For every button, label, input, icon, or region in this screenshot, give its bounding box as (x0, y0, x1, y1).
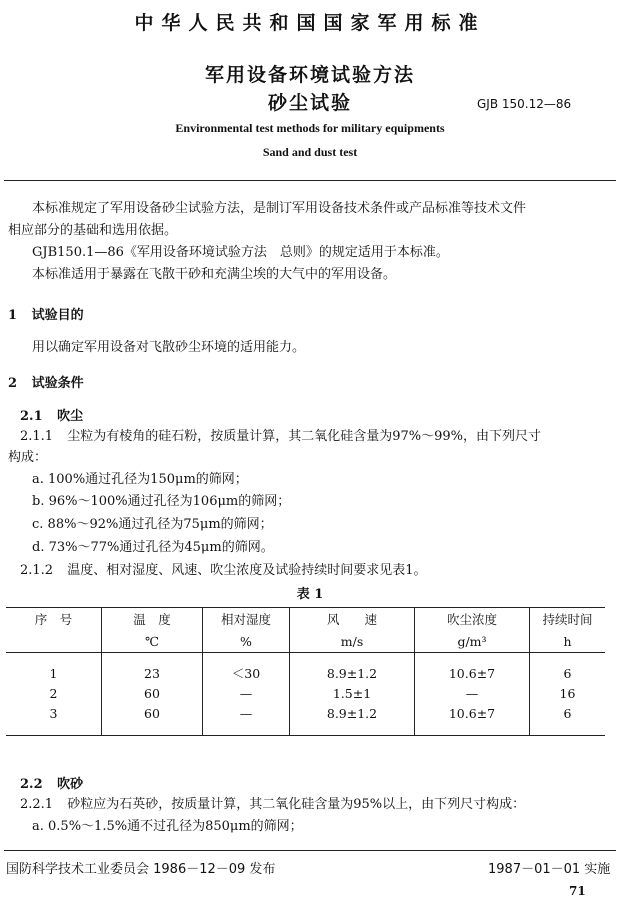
document-title: 军用设备环境试验方法 (204, 64, 415, 86)
intro-paragraph-1-line-2: 相应部分的基础和选用依据。 (8, 223, 178, 238)
sand-list-item: a. 0.5%～1.5%通不过孔径为850μm的筛网； (32, 819, 303, 834)
table-cell: 16 (530, 683, 606, 703)
clause-2-2-1-text: 砂粒应为石英砂，按质量计算，其二氧化硅含量为95%以上，由下列尺寸构成： (67, 797, 526, 812)
sieve-list-item: a. 100%通过孔径为150μm的筛网； (32, 472, 248, 487)
intro-paragraph-1-line-1: 本标准规定了军用设备砂尘试验方法，是制订军用设备技术条件或产品标准等技术文件 (32, 201, 527, 216)
table-cell: 8.9±1.2 (290, 703, 415, 736)
clause-2-1-2 (20, 561, 427, 581)
table-cell: 6 (530, 703, 606, 736)
test-conditions-table (6, 607, 605, 736)
column-unit (6, 630, 102, 653)
table-cell: 10.6±7 (415, 653, 530, 684)
org-title: 中华人民共和国国家军用标准 (134, 12, 486, 34)
section-2-2-title: 吹砂 (57, 777, 84, 792)
table-cell: 1 (49, 665, 58, 681)
section-2-1-number: 2.1 (20, 409, 43, 424)
table-cell: — (203, 683, 290, 703)
issue-date: 国防科学技术工业委员会 1986－12－09 发布 (6, 862, 276, 877)
section-1-title: 试验目的 (31, 308, 84, 323)
column-header-humidity: 相对湿度 (203, 608, 290, 631)
clause-2-1-2-text: 温度、相对湿度、风速、吹尘浓度及试验持续时间要求见表1。 (67, 563, 427, 578)
document-subtitle: 砂尘试验 (267, 92, 352, 114)
table-cell: — (203, 703, 290, 736)
section-1-number: 1 (8, 308, 18, 323)
clause-2-1-1-line-1 (20, 427, 541, 447)
table-cell: 8.9±1.2 (290, 653, 415, 684)
intro-paragraph-2: GJB150.1—86《军用设备环境试验方法 总则》的规定适用于本标准。 (32, 245, 449, 260)
clause-2-2-1 (20, 795, 525, 815)
english-title: Environmental test methods for military equipments (175, 121, 445, 135)
intro-paragraph-3: 本标准适用于暴露在飞散干砂和充满尘埃的大气中的军用设备。 (32, 267, 397, 282)
table-cell: 60 (102, 683, 203, 703)
table-cell: ＜30 (203, 653, 290, 684)
table-row (6, 683, 605, 703)
column-header-sequence: 序 号 (34, 612, 73, 627)
column-header-wind-speed: 风 速 (290, 608, 415, 631)
standard-number: GJB 150.12—86 (477, 97, 572, 111)
column-unit: m/s (290, 630, 415, 653)
english-subtitle: Sand and dust test (262, 145, 358, 159)
table-cell: 23 (102, 653, 203, 684)
header-divider (4, 180, 616, 181)
section-1-text: 用以确定军用设备对飞散砂尘环境的适用能力。 (32, 340, 306, 355)
column-header-duration: 持续时间 (530, 608, 606, 631)
table-cell: 60 (102, 703, 203, 736)
section-2-2-heading (20, 773, 83, 792)
table-cell: 1.5±1 (290, 683, 415, 703)
section-2-1-heading (20, 405, 83, 424)
sieve-list-item: c. 88%～92%通过孔径为75μm的筛网； (32, 517, 273, 532)
section-2-heading (8, 372, 84, 391)
table-row (6, 703, 605, 736)
sieve-list-item: d. 73%～77%通过孔径为45μm的筛网。 (32, 540, 274, 555)
effective-date: 1987－01－01 实施 (488, 862, 611, 877)
clause-2-1-1-number: 2.1.1 (20, 429, 54, 444)
table-cell: 2 (49, 685, 58, 701)
table-cell: — (415, 683, 530, 703)
footer-divider (4, 850, 616, 851)
section-1-heading (8, 304, 84, 323)
column-unit: g/m³ (415, 630, 530, 653)
table-header-row (6, 608, 605, 631)
column-header-dust-concentration: 吹尘浓度 (415, 608, 530, 631)
page-number: 71 (569, 884, 586, 898)
clause-2-2-1-number: 2.2.1 (20, 797, 54, 812)
sieve-list-item: b. 96%～100%通过孔径为106μm的筛网； (32, 494, 291, 509)
clause-2-1-1-line-2: 构成： (8, 450, 48, 465)
table-unit-row (6, 630, 605, 653)
column-unit: % (203, 630, 290, 653)
clause-2-1-1-text: 尘粒为有棱角的硅石粉，按质量计算，其二氧化硅含量为97%～99%，由下列尺寸 (67, 429, 542, 444)
table-row (6, 653, 605, 684)
section-2-1-title: 吹尘 (57, 409, 84, 424)
column-header-temperature: 温 度 (102, 608, 203, 631)
table-cell: 10.6±7 (415, 703, 530, 736)
table-cell: 6 (530, 653, 606, 684)
section-2-title: 试验条件 (31, 376, 84, 391)
column-unit: h (530, 630, 606, 653)
section-2-2-number: 2.2 (20, 777, 43, 792)
section-2-number: 2 (8, 376, 18, 391)
column-unit: ℃ (102, 630, 203, 653)
table-cell: 3 (49, 705, 58, 721)
clause-2-1-2-number: 2.1.2 (20, 563, 54, 578)
table-caption: 表 1 (296, 587, 324, 602)
